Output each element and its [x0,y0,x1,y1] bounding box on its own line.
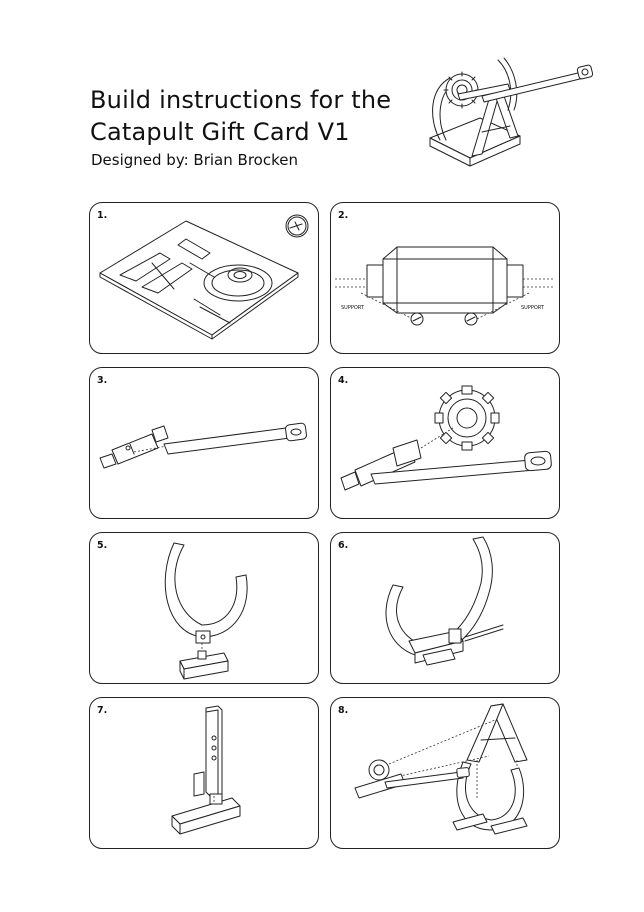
step-5-panel [89,532,319,684]
step-3-panel [89,367,319,519]
page-title-line-1: Build instructions for the [90,86,392,114]
step-6-panel [330,532,560,684]
step-3-axle-and-arm-illustration [90,368,318,518]
step-4-gear-mounting-illustration [331,368,559,518]
support-label-left: SUPPORT [341,305,364,311]
step-5-arm-rest-illustration [90,533,318,683]
step-2-panel [330,202,560,354]
step-number: 8. [338,705,349,716]
assembled-catapult-illustration [410,48,606,172]
step-1-sprue-card-illustration [90,203,318,353]
step-number: 6. [338,540,349,551]
step-4-panel [330,367,560,519]
step-number: 7. [97,705,108,716]
step-6-arm-rest-joined-illustration [331,533,559,683]
step-2-support-removal-illustration [331,203,559,353]
step-1-panel [89,202,319,354]
step-number: 1. [97,210,108,221]
step-8-final-assembly-illustration [331,698,559,848]
step-number: 3. [97,375,108,386]
step-7-panel [89,697,319,849]
page-title-line-2: Catapult Gift Card V1 [90,118,350,146]
step-number: 2. [338,210,349,221]
designer-credit: Designed by: Brian Brocken [91,151,298,169]
step-7-upright-and-base-illustration [90,698,318,848]
support-label-right: SUPPORT [521,305,544,311]
step-number: 5. [97,540,108,551]
step-8-panel [330,697,560,849]
step-number: 4. [338,375,349,386]
